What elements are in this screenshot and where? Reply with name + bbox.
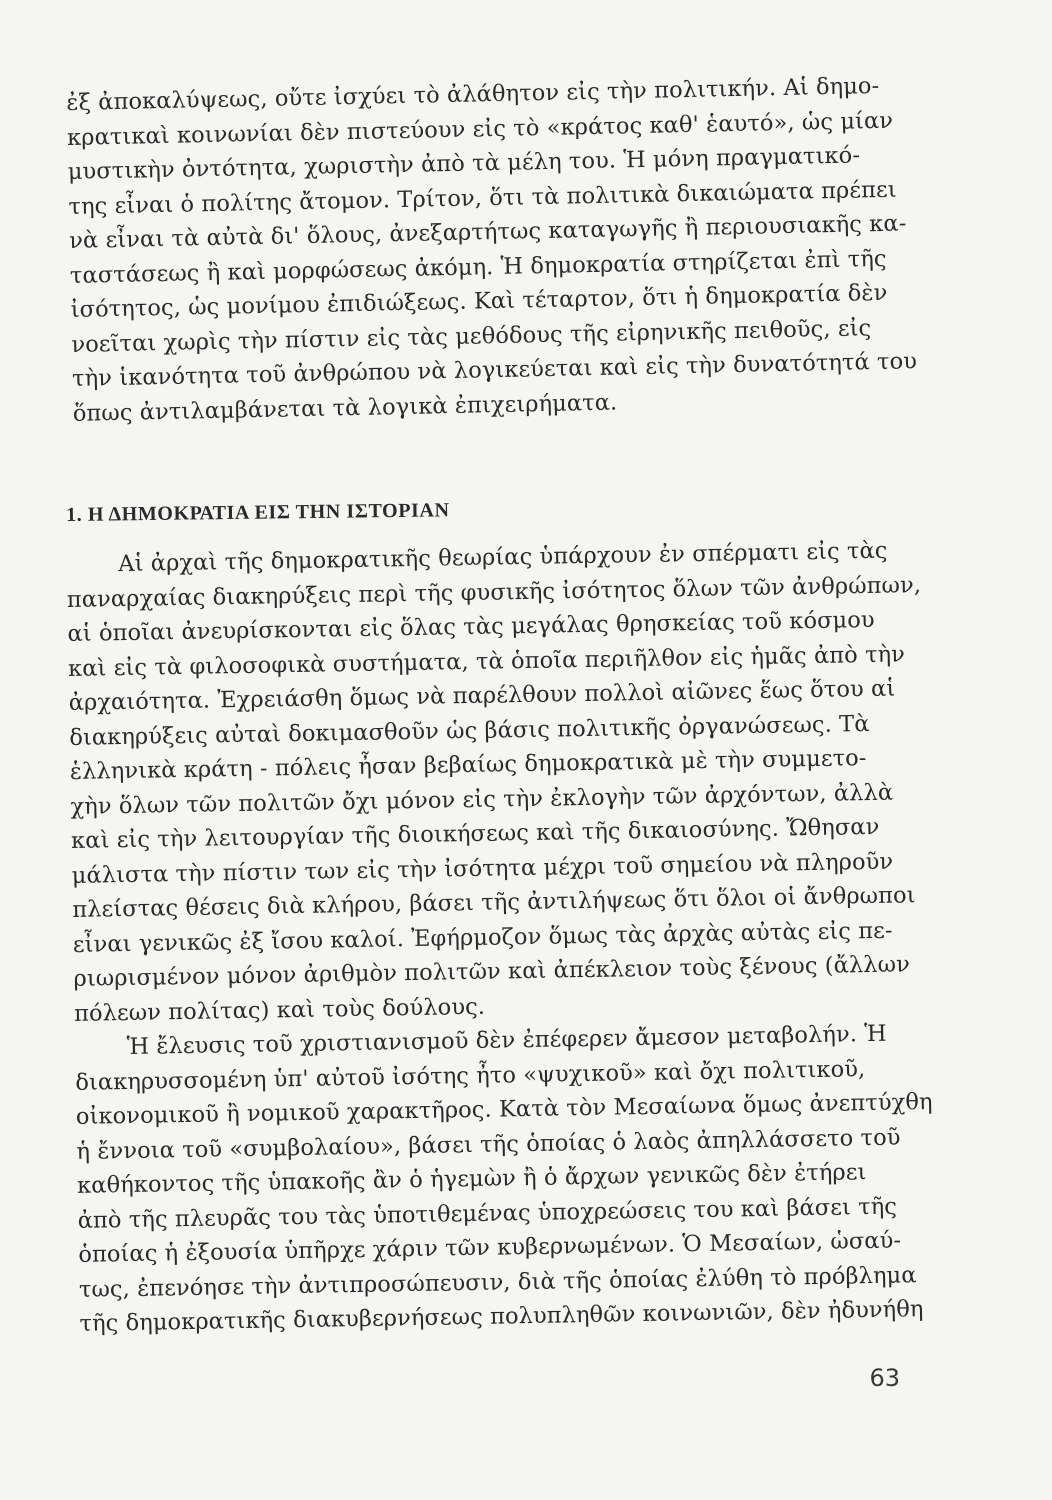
text-line: ριωρισμένον μόνον ἀριθμὸν πολιτῶν καὶ ἀπέκλειον τοὺς ξένους (ἄλλων xyxy=(73,951,911,992)
text-line: ἰσότητος, ὡς μονίμου ἐπιδιώξεως. Καὶ τέταρτον, ὅτι ἡ δημοκρατία δὲν xyxy=(70,279,888,323)
text-line: πόλεων πολίτας) καὶ τοὺς δούλους. xyxy=(73,993,486,1027)
text-line: ὅπως ἀντιλαμβάνεται τὰ λογικὰ ἐπιχειρήματα. xyxy=(72,389,618,427)
text-line: κρατικαὶ κοινωνίαι δὲν πιστεύουν εἰς τὸ «κράτος καθ' ἑαυτό», ὡς μίαν xyxy=(66,107,894,151)
text-line: Αἱ ἀρχαὶ τῆς δημοκρατικῆς θεωρίας ὑπάρχουν ἐν σπέρματι εἰς τὰς xyxy=(118,537,888,578)
text-line: ἡ ἔννοια τοῦ «συμβολαίου», βάσει τῆς ὁποίας ὁ λαὸς ἀπηλλάσσετο τοῦ xyxy=(76,1124,901,1165)
text-line: παναρχαίας διακηρύξεις περὶ τῆς φυσικῆς ἰσότητος ὅλων τῶν ἀνθρώπων, xyxy=(66,571,922,613)
text-line: τως, ἐπενόησε τὴν ἀντιπροσώπευσιν, διὰ τῆς ὁποίας ἐλύθη τὸ πρόβλημα xyxy=(78,1261,917,1303)
text-line: καὶ εἰς τὴν λειτουργίαν τῆς διοικήσεως καὶ τῆς δικαιοσύνης. Ὤθησαν xyxy=(70,813,880,854)
text-line: καὶ εἰς τὰ φιλοσοφικὰ συστήματα, τὰ ὁποῖα περιῆλθον εἰς ἡμᾶς ἀπὸ τὴν xyxy=(67,640,906,682)
text-line: αἱ ὁποῖαι ἀνευρίσκονται εἰς ὅλας τὰς μεγάλας θρησκείας τοῦ κόσμου xyxy=(67,606,875,647)
text-line: της εἶναι ὁ πολίτης ἄτομον. Τρίτον, ὅτι τὰ πολιτικὰ δικαιώματα πρέπει xyxy=(68,176,897,220)
text-line: ἀρχαιότητα. Ἐχρειάσθη ὅμως νὰ παρέλθουν πολλοὶ αἰῶνες ἕως ὅτου αἱ xyxy=(68,675,896,716)
page-number: 63 xyxy=(869,1364,900,1392)
text-line: ἀπὸ τῆς πλευρᾶς του τὰς ὑποτιθεμένας ὑποχρεώσεις του καὶ βάσει τῆς xyxy=(77,1193,898,1234)
text-line: τὴν ἱκανότητα τοῦ ἀνθρώπου νὰ λογικεύεται καὶ εἰς τὴν δυνατότητά του xyxy=(71,348,918,392)
text-line: μάλιστα τὴν πίστιν των εἰς τὴν ἰσότητα μέχρι τοῦ σημείου νὰ πληροῦν xyxy=(71,848,894,889)
text-line: Ἡ ἔλευσις τοῦ χριστιανισμοῦ δὲν ἐπέφερεν ἄμεσον μεταβολήν. Ἡ xyxy=(126,1020,887,1061)
text-line: ἐξ ἀποκαλύψεως, οὔτε ἰσχύει τὸ ἀλάθητον εἰς τὴν πολιτικήν. Αἱ δημο- xyxy=(66,72,880,116)
text-line: διακηρύξεις αὐταὶ δοκιμασθοῦν ὡς βάσις πολιτικῆς ὀργανώσεως. Τὰ xyxy=(69,710,870,751)
text-line: ταστάσεως ἢ καὶ μορφώσεως ἀκόμη. Ἡ δημοκρατία στηρίζεται ἐπὶ τῆς xyxy=(69,245,887,289)
text-line: διακηρυσσομένη ὑπ' αὐτοῦ ἰσότης ἦτο «ψυχικοῦ» καὶ ὄχι πολιτικοῦ, xyxy=(75,1055,866,1096)
text-line: οἰκονομικοῦ ἢ νομικοῦ χαρακτῆρος. Κατὰ τὸν Μεσαίωνα ὅμως ἀνεπτύχθη xyxy=(75,1088,933,1130)
section-heading: 1. Η ΔΗΜΟΚΡΑΤΙΑ ΕΙΣ ΤΗΝ ΙΣΤΟΡΙΑΝ xyxy=(66,499,450,526)
text-line: πλείστας θέσεις διὰ κλήρου, βάσει τῆς ἀντιλήψεως ὅτι ὅλοι οἱ ἄνθρωποι xyxy=(72,882,916,923)
text-line: εἶναι γενικῶς ἐξ ἴσου καλοί. Ἐφήρμοζον ὅμως τὰς ἀρχὰς αὐτὰς εἰς πε- xyxy=(72,917,893,958)
text-line: νὰ εἶναι τὰ αὐτὰ δι' ὅλους, ἀνεξαρτήτως καταγωγῆς ἢ περιουσιακῆς κα- xyxy=(68,210,907,254)
text-line: ὁποίας ἡ ἐξουσία ὑπῆρχε χάριν τῶν κυβερνωμένων. Ὁ Μεσαίων, ὡσαύ- xyxy=(78,1227,902,1268)
text-line: ἑλληνικὰ κράτη - πόλεις ἦσαν βεβαίως δημοκρατικὰ μὲ τὴν συμμετο- xyxy=(69,745,867,785)
section-body xyxy=(66,533,933,1341)
top-paragraph xyxy=(66,68,918,430)
text-line: νοεῖται χωρὶς τὴν πίστιν εἰς τὰς μεθόδους τῆς εἰρηνικῆς πειθοῦς, εἰς xyxy=(71,314,872,358)
text-line: χὴν ὅλων τῶν πολιτῶν ὄχι μόνον εἰς τὴν ἐκλογὴν τῶν ἀρχόντων, ἀλλὰ xyxy=(70,779,894,820)
text-line: μυστικὴν ὀντότητα, χωριστὴν ἀπὸ τὰ μέλη του. Ἡ μόνη πραγματικό- xyxy=(67,142,861,185)
text-line: καθήκοντος τῆς ὑπακοῆς ἂν ὁ ἡγεμὼν ἢ ὁ ἄρχων γενικῶς δὲν ἐτήρει xyxy=(76,1159,867,1199)
text-line: τῆς δημοκρατικῆς διακυβερνήσεως πολυπληθῶν κοινωνιῶν, δὲν ἠδυνήθη xyxy=(79,1296,924,1337)
